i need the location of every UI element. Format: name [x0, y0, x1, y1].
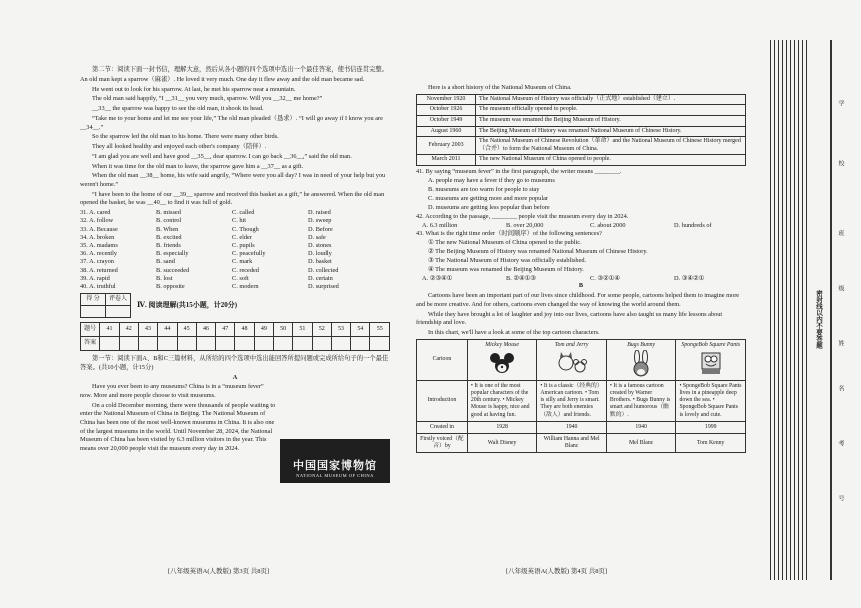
score-area: [80, 293, 390, 318]
left-page: [80, 66, 390, 454]
option: 32. A. follow: [80, 217, 114, 225]
intro-cell: • It is one of the most popular characters of the 20th century. • Mickey Mouse is happy, nice and good at having fun.: [467, 380, 537, 421]
grader-cell[interactable]: [106, 306, 131, 318]
left-footer: [八年级英语A(人教版) 第3页 共8页]: [168, 568, 270, 575]
answer-cell[interactable]: [158, 337, 177, 351]
answer-cell[interactable]: [254, 337, 273, 351]
option: C. mark: [232, 258, 253, 266]
history-date: February 2003: [417, 137, 476, 155]
answer-cell[interactable]: [100, 337, 119, 351]
passage-line: __33__ the sparrow was happy to see the old man, it shook its head.: [92, 105, 264, 113]
bugs-bunny-icon: [610, 350, 673, 378]
history-intro: Here is a short history of the National Museum of China.: [428, 84, 572, 91]
option: B. lost: [156, 274, 173, 282]
option: D. collected: [308, 266, 339, 274]
cartoon-name-cell: [537, 340, 607, 380]
answer-cell[interactable]: [177, 337, 196, 351]
option: D. stones: [308, 241, 332, 249]
cartoon-name-cell: [606, 340, 676, 380]
history-date: October 1949: [417, 115, 476, 126]
table-row: [417, 105, 746, 116]
mickey-mouse-icon: [471, 350, 534, 378]
history-date: March 2011: [417, 155, 476, 166]
binding-line: [778, 40, 779, 580]
table-row: [417, 433, 746, 452]
option: C. elder: [232, 233, 252, 241]
option: C. peacefully: [232, 250, 266, 258]
option: C. modern: [232, 282, 259, 290]
option: B. especially: [156, 250, 189, 258]
q42-options: [416, 222, 746, 230]
cartoon-name-cell: [467, 340, 537, 380]
question-number: 46: [196, 323, 215, 337]
option: D. raised: [308, 209, 331, 217]
option: D. hundreds of: [674, 221, 712, 229]
history-table: [416, 94, 746, 166]
option: C. about 2000: [590, 221, 626, 229]
right-footer: [八年级英语A(人教版) 第4页 共8页]: [506, 568, 608, 575]
passage-line: So the sparrow led the old man to his home. There were many other birds.: [92, 133, 279, 141]
right-page: [416, 84, 746, 453]
museum-image-en: NATIONAL MUSEUM OF CHINA: [296, 473, 374, 478]
cartoon-name: Bugs Bunny: [627, 342, 656, 349]
question-number: 48: [235, 323, 254, 337]
intro-cell: • It is a classic（经典的）American cartoon. • Tom is silly and Jerry is smart. They are both enemies（敌人）and friends.: [537, 380, 607, 421]
question-number: 49: [254, 323, 273, 337]
option: C. museums are getting more and more popular: [428, 194, 548, 202]
option: C. hit: [232, 217, 246, 225]
section-b-heading: B: [578, 282, 584, 290]
option: 39. A. rapid: [80, 274, 110, 282]
table-row: [417, 126, 746, 137]
answer-cell[interactable]: [273, 337, 292, 351]
passage-a-line: On a cold December morning, there were thousands of people waiting to enter the National Museum of China in Beijing. The National Museum of China has been one of the most well-known museums in China. It is also one of the largest museums in the world. Until November 28, 2024, the National Museum of China has been visited by 6.3 million visitors in the year. This means over 20,000 people visit the museum every day in 2024.: [80, 401, 276, 452]
option: D. loudly: [308, 250, 332, 258]
history-event: The National Museum of History was officially（正式地）established（建立）.: [476, 94, 746, 105]
museum-image: [280, 439, 390, 483]
questions: [416, 168, 746, 282]
binding-line: [806, 40, 807, 580]
option: 34. A. broken: [80, 233, 115, 241]
table-row: [417, 137, 746, 155]
binding-label: 班: [837, 230, 843, 236]
binding-label: 学: [837, 100, 843, 106]
option: C. receded: [232, 266, 259, 274]
question-number: 45: [177, 323, 196, 337]
passage-line: When the old man __38__ home, his wife said angrily, “Where were you all day? I was in need of your help but you weren't home.”: [80, 172, 386, 188]
cartoon-name: SpongeBob Square Pants: [681, 342, 741, 349]
cartoon-name: Mickey Mouse: [485, 342, 519, 349]
sentence: ④ The museum was renamed the Beijing Museum of History.: [428, 265, 584, 273]
row-label: Cartoon: [417, 340, 468, 380]
question-number: 51: [293, 323, 312, 337]
option: D. Before: [308, 225, 333, 233]
history-event: The museum was renamed the Beijing Museum of History.: [476, 115, 746, 126]
options-grid: [80, 209, 390, 291]
option: B. museums are too warm for people to stay: [428, 185, 540, 193]
option: D. surprised: [308, 282, 339, 290]
option: B. succeeded: [156, 266, 190, 274]
created-cell: 1940: [606, 421, 676, 433]
binding-label: 校: [837, 160, 843, 166]
option: C. called: [232, 209, 255, 217]
answer-row-label: 答案: [81, 337, 100, 351]
option: B. friends: [156, 241, 181, 249]
spongebob-icon: [679, 350, 742, 378]
binding-line: [774, 40, 775, 580]
question-number: 53: [331, 323, 350, 337]
sentence: ③ The National Museum of History was officially established.: [428, 256, 587, 264]
option: B. control: [156, 217, 182, 225]
binding-line: [782, 40, 783, 580]
intro-cell: • It is a famous cartoon created by Warner Brothers. • Bugs Bunny is smart and humorous（幽默的）.: [606, 380, 676, 421]
answer-cell[interactable]: [331, 337, 350, 351]
option: B. When: [156, 225, 179, 233]
answer-cell[interactable]: [351, 337, 370, 351]
question: 41. By saying “museum fever” in the first paragraph, the writer means ________.: [416, 167, 622, 175]
seal-line: [830, 40, 832, 580]
option: 40. A. truthful: [80, 282, 116, 290]
created-cell: 1940: [537, 421, 607, 433]
option: D. museums are getting less popular than before: [428, 203, 550, 211]
history-event: The museum officially opened to people.: [476, 105, 746, 116]
option: D. ③④②①: [674, 274, 705, 282]
created-cell: 1928: [467, 421, 537, 433]
cartoon-table: [416, 339, 746, 453]
option: 38. A. returned: [80, 266, 118, 274]
passage-line: An old man kept a sparrow（麻雀）. He loved it very much. One day it flew away and the old man became sad.: [80, 75, 365, 83]
answer-cell[interactable]: [119, 337, 138, 351]
passage-line: The old man said happily, “I __31__ you very much, sparrow. Will you __32__ me home?”: [92, 95, 323, 103]
passage-line: When it was time for the old man to leave, the sparrow gave him a __37__ as a gift.: [92, 162, 304, 170]
passage-a-line: Have you ever been to any museums? China is in a “museum fever” now. More and more people choose to visit museums.: [80, 383, 264, 399]
option: B. over 20,000: [506, 221, 544, 229]
voiced-cell: Walt Disney: [467, 433, 537, 452]
table-row: [417, 380, 746, 421]
option: 33. A. Because: [80, 225, 118, 233]
table-row: [417, 155, 746, 166]
sentence: ② The Beijing Museum of History was renamed National Museum of Chinese History.: [428, 247, 648, 255]
option: C. ③②①④: [590, 274, 620, 282]
option: 36. A. recently: [80, 250, 118, 258]
option: B. excited: [156, 233, 182, 241]
binding-label: 考: [837, 440, 843, 446]
row-label: Introduction: [417, 380, 468, 421]
q43-options: [416, 275, 746, 283]
option: D. certain: [308, 274, 333, 282]
option: B. ②④①③: [506, 274, 536, 282]
museum-image-cn: 中国国家博物馆: [293, 459, 377, 472]
history-event: The new National Museum of China opened to people.: [476, 155, 746, 166]
option: D. sweep: [308, 217, 332, 225]
answer-table: [80, 322, 390, 351]
score-box: [80, 293, 131, 318]
option: B. sand: [156, 258, 175, 266]
binding-label: 姓: [837, 340, 843, 346]
option: D. basket: [308, 258, 332, 266]
part1-instruction: 第一节：阅读下面A、B和C三篇材料，从所给的四个选项中选出能回答所提问题或完成所给句子的一个最佳答案。(共10小题，计15分): [80, 355, 389, 371]
binding-line: [790, 40, 791, 580]
binding-line: [798, 40, 799, 580]
history-event: The National Museum of Chinese Revolution（革命）and the National Museum of Chinese History merged（合并）to form the National Museum of China.: [476, 137, 746, 155]
history-date: October 1926: [417, 105, 476, 116]
section-a-heading: A: [232, 373, 238, 381]
history-event: The Beijing Museum of History was renamed National Museum of Chinese History.: [476, 126, 746, 137]
cartoon-name-cell: [676, 340, 746, 380]
question: 42. According to the passage, ________ people visit the museum every day in 2024.: [416, 212, 629, 220]
passage-a: [80, 383, 276, 453]
passage-line: “Take me to your home and let me see your life,” The old man pleaded（恳求）. “I will go away if I know you are __34__.”: [80, 114, 383, 131]
question-number: 43: [138, 323, 157, 337]
option: A. ②③④①: [422, 274, 453, 282]
binding-label: 级: [837, 285, 843, 291]
option: C. soft: [232, 274, 249, 282]
option: D. safe: [308, 233, 326, 241]
binding-line: [770, 40, 771, 580]
binding-line: [786, 40, 787, 580]
binding-label: 号: [837, 495, 843, 501]
question-number: 55: [370, 323, 390, 337]
option: 31. A. cared: [80, 209, 111, 217]
binding-strip: [770, 40, 854, 580]
answer-cell[interactable]: [196, 337, 215, 351]
table-row: [417, 340, 746, 380]
question-number: 47: [216, 323, 235, 337]
answer-cell[interactable]: [312, 337, 331, 351]
score-cell[interactable]: [81, 306, 106, 318]
table-row: [417, 115, 746, 126]
answer-header: 题号: [81, 323, 100, 337]
section2-instruction: 第二节：阅读下面一封书信，理解大意，然后从各小题的四个选项中选出一个最佳答案，使书信连贯完整。: [92, 66, 388, 73]
binding-line: [802, 40, 803, 580]
option: B. missed: [156, 209, 181, 217]
cartoon-name: Tom and Jerry: [554, 342, 589, 349]
passage-b-line: In this chart, we'll have a look at some of the top cartoon characters.: [428, 328, 600, 336]
option: B. opposite: [156, 282, 185, 290]
passage-line: They all looked healthy and enjoyed each other's company（陪伴）.: [92, 143, 267, 151]
question: 43. What is the right time order（时间顺序）of the following sentences?: [416, 229, 602, 237]
history-date: November 1920: [417, 94, 476, 105]
score-label: 得 分: [81, 294, 106, 306]
seal-note: 密封线以内不要答题: [815, 290, 822, 349]
intro-cell: • SpongeBob Square Pants lives in a pineapple deep down the sea. • SpongeBob Square Pants is lovely and cute.: [676, 380, 746, 421]
voiced-cell: Mel Blanc: [606, 433, 676, 452]
option: A. 6.3 million: [422, 221, 458, 229]
passage-b-line: Cartoons have been an important part of our lives since childhood. For some people, cartoons helped them to imagine more and be more creative. And for others, cartoons even changed the way of knowing the world around them.: [416, 292, 740, 308]
passage-line: He went out to look for his sparrow. At last, he met his sparrow near a mountain.: [92, 85, 296, 93]
grader-label: 评卷人: [106, 294, 131, 306]
table-row: [417, 94, 746, 105]
answer-cell[interactable]: [293, 337, 312, 351]
tom-and-jerry-icon: [540, 350, 603, 378]
question-number: 54: [351, 323, 370, 337]
option: 35. A. madams: [80, 241, 118, 249]
row-label: Firstly voiced（配音）by: [417, 433, 468, 452]
option: 37. A. crayon: [80, 258, 114, 266]
passage-line: “I have been to the home of our __39__ sparrow and received this basket as a gift,” he answered. When the old man opened the basket, he was __40__ to find it was full of gold.: [80, 190, 385, 207]
answer-cell[interactable]: [216, 337, 235, 351]
binding-label: 名: [837, 385, 843, 391]
binding-line: [794, 40, 795, 580]
option: A. people may have a fever if they go to museums: [428, 176, 555, 184]
option: C. pupils: [232, 241, 255, 249]
question-number: 41: [100, 323, 119, 337]
voiced-cell: William Hanna and Mel Blanc: [537, 433, 607, 452]
row-label: Created in: [417, 421, 468, 433]
question-number: 50: [273, 323, 292, 337]
voiced-cell: Tom Kenny: [676, 433, 746, 452]
option: C. Though: [232, 225, 259, 233]
created-cell: 1999: [676, 421, 746, 433]
question-number: 42: [119, 323, 138, 337]
passage-letter: [80, 76, 390, 208]
answer-cell[interactable]: [370, 337, 390, 351]
section4-title: Ⅳ. 阅读理解(共15小题，计20分): [137, 301, 238, 310]
question-number: 44: [158, 323, 177, 337]
sentence: ① The new National Museum of China opened to the public.: [428, 238, 582, 246]
passage-line: “I am glad you are well and have good __35__, dear sparrow. I can go back __36__,” said the old man.: [92, 152, 352, 160]
question-number: 52: [312, 323, 331, 337]
table-row: [417, 421, 746, 433]
answer-cell[interactable]: [235, 337, 254, 351]
passage-b-line: While they have brought a lot of laughter and joy into our lives, cartoons have also taught us many life lessons about friendship and love.: [416, 310, 723, 327]
history-date: August 1960: [417, 126, 476, 137]
answer-cell[interactable]: [138, 337, 157, 351]
